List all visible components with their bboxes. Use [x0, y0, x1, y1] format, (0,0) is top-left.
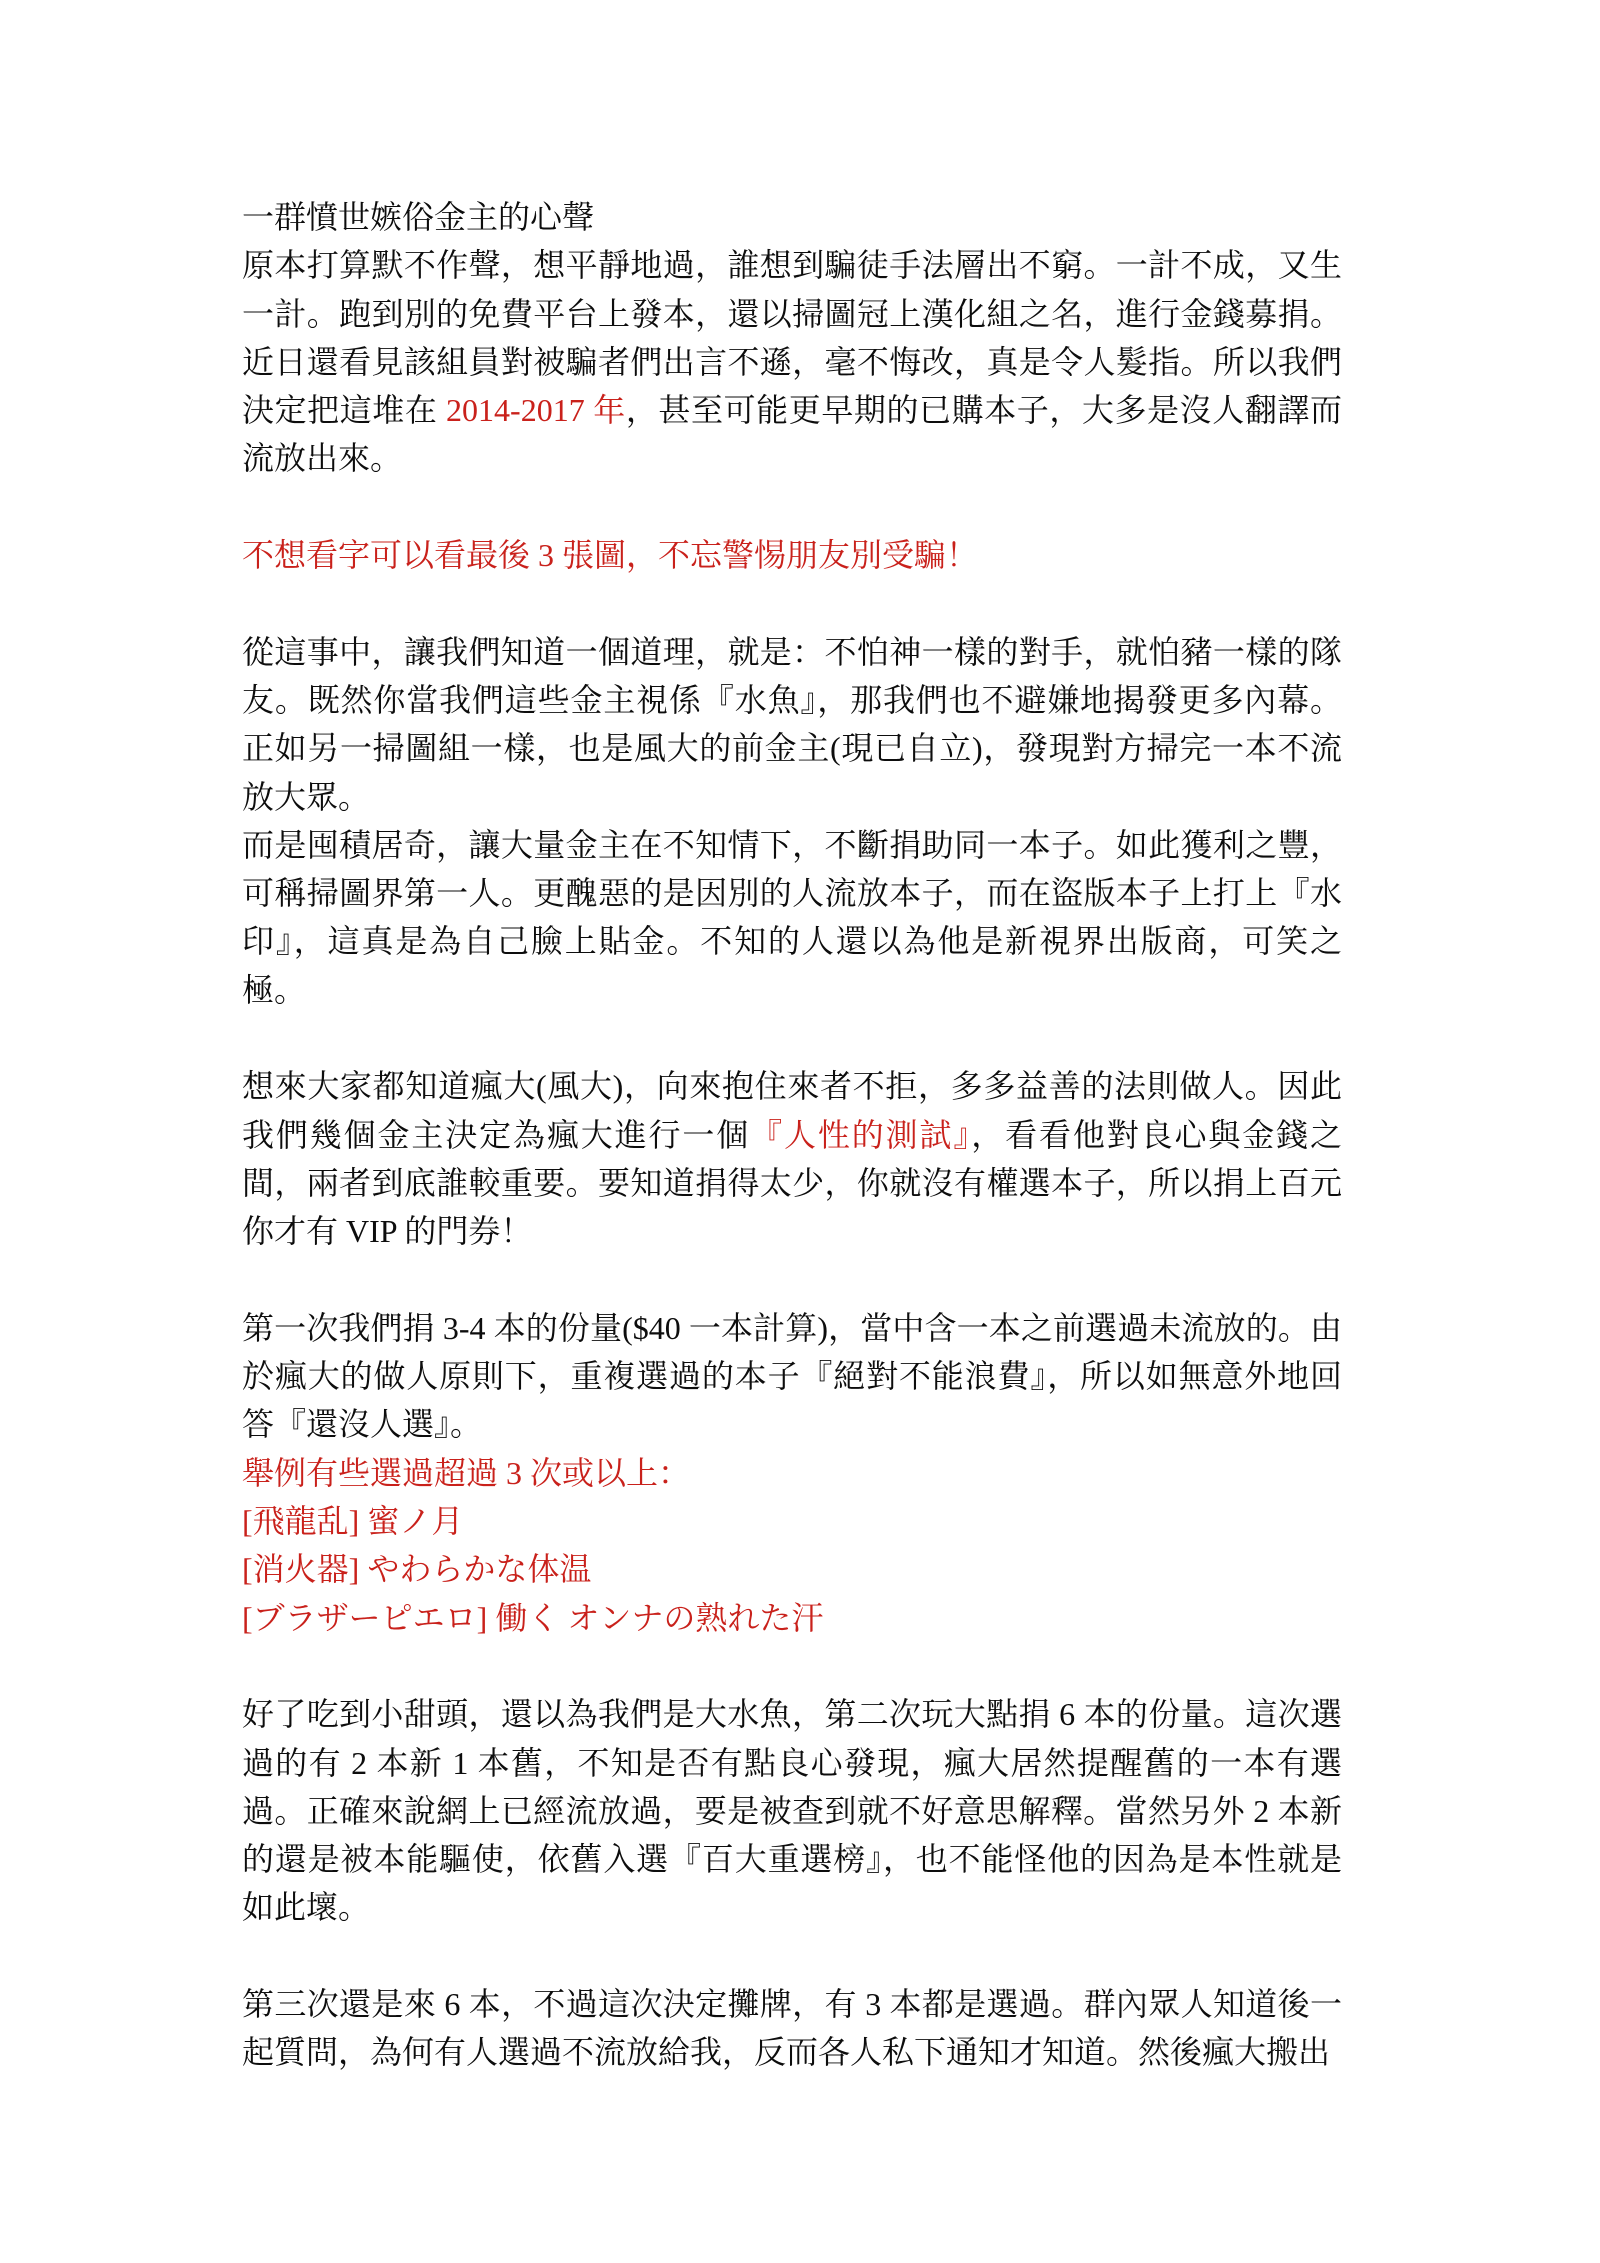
text-segment: 第三次還是來 6 本，不過這次決定攤牌，有 3 本都是選過。群內眾人知道後一起質問，為何有人選過不流放給我，反而各人私下通知才知道。然後瘋大搬出 [242, 1985, 1342, 2071]
para-intro [242, 241, 1342, 482]
text-segment: 第一次我們捐 3-4 本的份量($40 一本計算)，當中含一本之前選過未流放的。由於瘋大的做人原則下，重複選過的本子『絕對不能浪費』，所以如無意外地回答『還沒人選』。 [242, 1309, 1342, 1443]
text-segment: 而是囤積居奇，讓大量金主在不知情下，不斷捐助同一本子。如此獲利之豐，可稱掃圖界第一人。更醜惡的是因別的人流放本子，而在盜版本子上打上『水印』，這真是為自己臉上貼金。不知的人還以為他是新視界出版商，可笑之極。 [242, 826, 1342, 1008]
red-text-segment: 舉例有些選過超過 3 次或以上： [242, 1454, 691, 1491]
para-hoarding [242, 821, 1342, 1014]
para-third-donation [242, 1980, 1342, 2077]
para-first-donation [242, 1304, 1342, 1449]
red-text-segment: [飛龍乱] 蜜ノ月 [242, 1503, 464, 1540]
para-lesson [242, 628, 1342, 821]
text-segment: 一群憤世嫉俗金主的心聲 [242, 199, 595, 235]
document-body [242, 193, 1342, 2077]
para-test [242, 1062, 1342, 1255]
para-example-2 [242, 1545, 1342, 1593]
doc-title [242, 193, 1342, 241]
para-second-donation [242, 1690, 1342, 1931]
red-text-segment: [ブラザーピエロ] 働く オンナの熟れた汗 [242, 1599, 824, 1636]
para-warning [242, 531, 1342, 579]
red-text-segment: 『人性的測試』 [750, 1116, 972, 1153]
para-examples-heading [242, 1449, 1342, 1497]
red-text-segment: [消火器] やわらかな体温 [242, 1551, 592, 1588]
para-example-3 [242, 1594, 1342, 1642]
text-segment: 好了吃到小甜頭，還以為我們是大水魚，第二次玩大點捐 6 本的份量。這次選過的有 2 本新 1 本舊，不知是否有點良心發現，瘋大居然提醒舊的一本有選過。正確來說網上已經流放過，要是被查到就不好意思解釋。當然另外 2 本新的還是被本能驅使，依舊入選『百大重選榜』，也不能怪他的因為是本性就是如此壞。 [242, 1696, 1342, 1926]
text-segment: ，看看他對良心與金錢之間，兩者到底誰較重要。要知道捐得太少，你就沒有權選本子，所以捐上百元你才有 VIP 的門券！ [242, 1116, 1342, 1250]
red-text-segment: 不想看字可以看最後 3 張圖，不忘警惕朋友別受騙！ [242, 537, 979, 574]
text-segment: ，甚至可能更早期的已購本子，大多是沒人翻譯而流放出來。 [242, 392, 1342, 477]
text-segment: 想來大家都知道瘋大(風大)，向來抱住來者不拒，多多益善的法則做人。因此我們幾個金主決定為瘋大進行一個 [242, 1068, 1342, 1153]
red-text-segment: 2014-2017 年 [446, 392, 626, 429]
para-example-1 [242, 1497, 1342, 1545]
text-segment: 從這事中，讓我們知道一個道理，就是：不怕神一樣的對手，就怕豬一樣的隊友。既然你當我們這些金主視係『水魚』，那我們也不避嫌地揭發更多內幕。正如另一掃圖組一樣，也是風大的前金主(現已自立)，發現對方掃完一本不流放大眾。 [242, 633, 1342, 815]
text-segment: 原本打算默不作聲，想平靜地過，誰想到騙徒手法層出不窮。一計不成，又生一計。跑到別的免費平台上發本，還以掃圖冠上漢化組之名，進行金錢募捐。近日還看見該組員對被騙者們出言不遜，毫不悔改，真是令人髮指。所以我們決定把這堆在 [242, 247, 1342, 429]
